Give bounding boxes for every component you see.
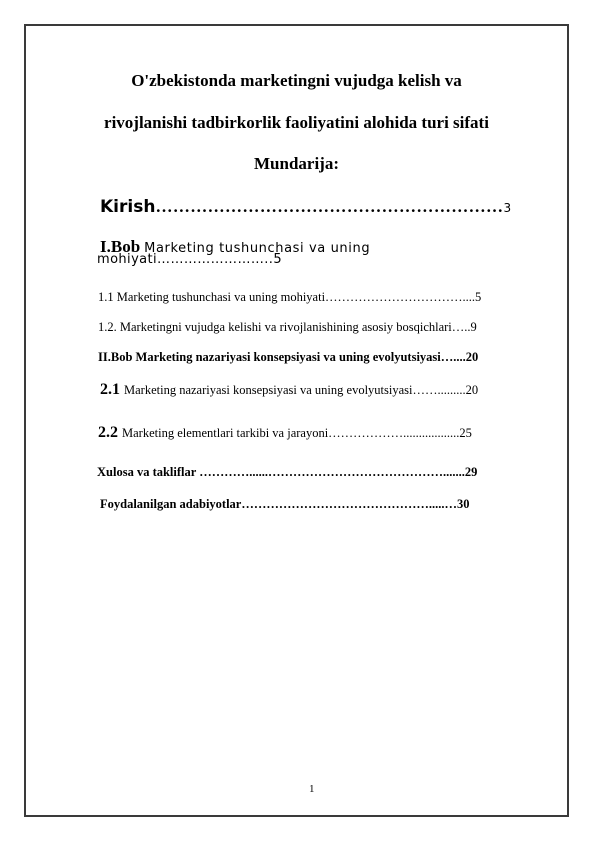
toc-chapter1-title: Marketing tushunchasi va uning	[144, 241, 371, 256]
toc-chapter1-prefix: I.Bob	[100, 237, 141, 256]
toc-chapter2[interactable]: II.Bob Marketing nazariyasi konsepsiyasi va uning evolyutsiyasi…....20	[98, 350, 479, 364]
document-title-line-2: rivojlanishi tadbirkorlik faoliyatini alohida turi sifati	[104, 113, 489, 132]
toc-references[interactable]: Foydalanilgan adabiyotlar……………………………………….....…30	[100, 497, 470, 511]
toc-chapter1-title-continued: mohiyati	[97, 252, 158, 267]
toc-item-2-1[interactable]	[100, 381, 478, 399]
toc-intro-dots: ……………………………………………………	[155, 197, 504, 216]
toc-item-2-1-number: 2.1	[100, 381, 120, 398]
toc-item-2-2-number: 2.2	[98, 424, 118, 441]
toc-conclusion[interactable]: Xulosa va takliflar …………......…………………………………….......29	[97, 465, 478, 479]
toc-item-1-2[interactable]: 1.2. Marketingni vujudga kelishi va rivojlanishining asosiy bosqichlari…..9	[98, 320, 477, 334]
toc-item-2-2-text: Marketing elementlari tarkibi va jarayoni………………..................25	[122, 426, 472, 440]
page-border	[24, 24, 569, 817]
toc-intro-label: Kirish	[100, 197, 156, 217]
toc-intro-page: 3	[503, 201, 512, 215]
toc-item-1-1[interactable]: 1.1 Marketing tushunchasi va uning mohiyati……………………………....5	[98, 290, 482, 304]
page-number: 1	[309, 783, 315, 795]
document-title-line-1: O'zbekistonda marketingni vujudga kelish va	[131, 71, 462, 90]
toc-item-2-1-text: Marketing nazariyasi konsepsiyasi va uning evolyutsiyasi…….........20	[124, 383, 479, 397]
toc-chapter1-page: 5	[273, 252, 282, 267]
toc-item-2-2[interactable]	[98, 424, 472, 442]
contents-heading: Mundarija:	[254, 154, 339, 173]
toc-chapter1-continued[interactable]	[97, 252, 282, 267]
toc-intro[interactable]	[100, 197, 511, 217]
toc-chapter1-dots: ……………………..	[157, 252, 274, 267]
